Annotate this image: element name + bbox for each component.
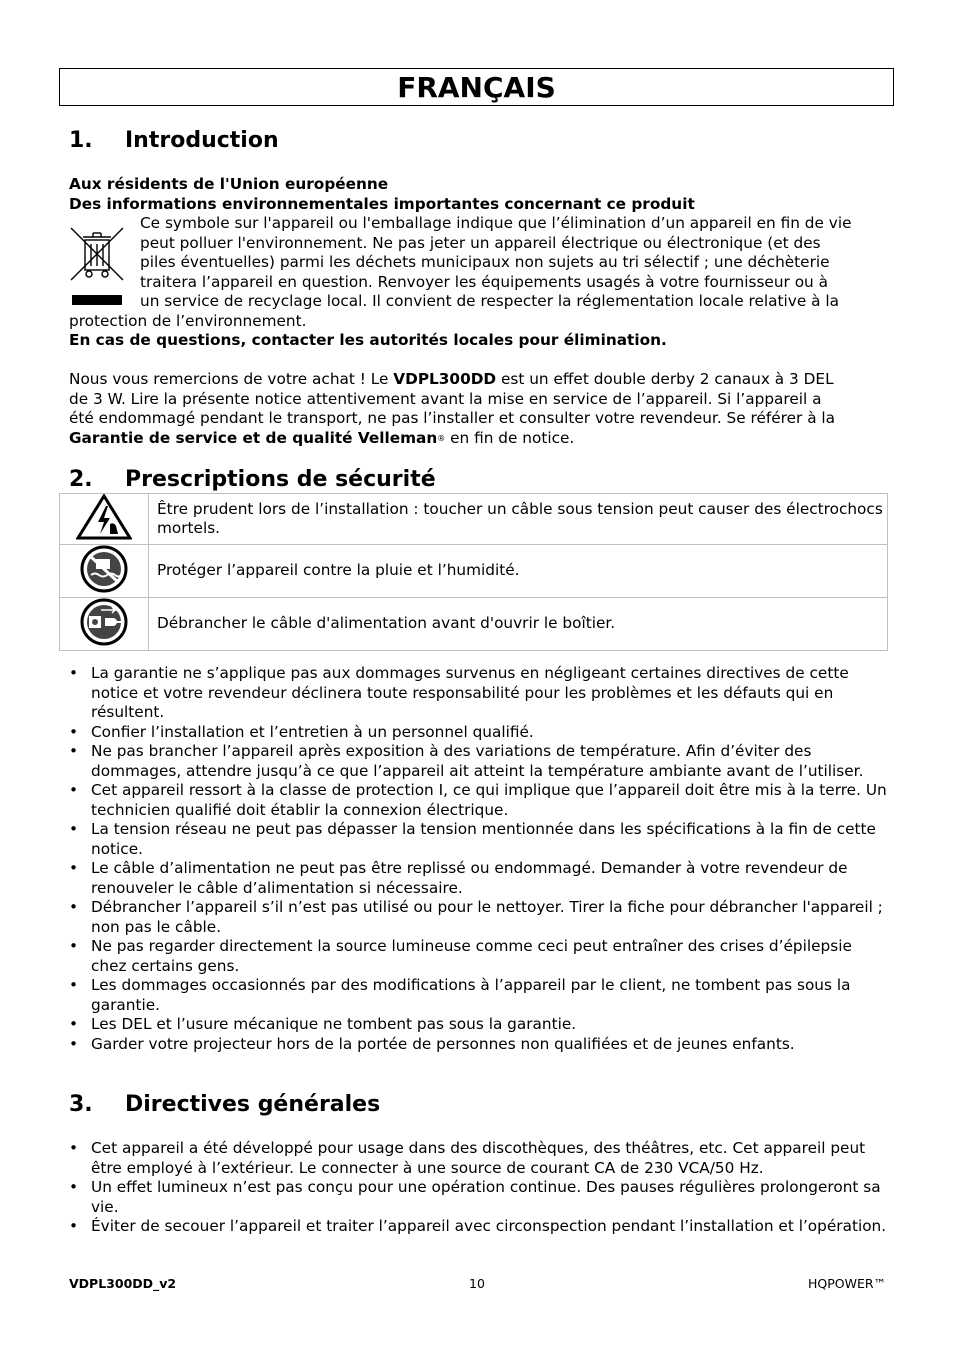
safety-text: Protéger l’appareil contre la pluie et l’humidité.: [149, 545, 888, 598]
list-item: • Garder votre projecteur hors de la portée de personnes non qualifiées et de jeunes enfants.: [69, 1035, 889, 1055]
language-header: FRANÇAIS: [59, 68, 894, 106]
safety-text: Débrancher le câble d'alimentation avant d'ouvrir le boîtier.: [149, 598, 888, 651]
weee-line: Ce symbole sur l'appareil ou l'emballage indique que l’élimination d’un appareil en fin de vie: [140, 214, 852, 232]
intro-paragraph-line: [69, 429, 574, 449]
section-title: Introduction: [125, 128, 279, 153]
list-item: • Les dommages occasionnés par des modifications à l’appareil par le client, ne tombent pas sous la garantie.: [69, 976, 889, 1015]
section-number: 2.: [69, 467, 93, 492]
list-item: • Cet appareil ressort à la classe de protection I, ce qui implique que l’appareil doit être mis à la terre. Un technicien qualifié doit établir la connexion électrique.: [69, 781, 889, 820]
list-item: • Éviter de secouer l’appareil et traiter l’appareil avec circonspection pendant l’installation et l’opération.: [69, 1217, 889, 1237]
footer-doc-id: VDPL300DD_v2: [69, 1276, 177, 1291]
general-bullet-list: [69, 1139, 889, 1237]
section-3-heading: [69, 1092, 380, 1117]
model-name: VDPL300DD: [393, 370, 497, 388]
crossed-bin-icon: [69, 224, 125, 308]
intro-paragraph-line: [69, 370, 834, 390]
section-number: 3.: [69, 1092, 93, 1117]
registered-mark: ®: [437, 433, 446, 443]
list-item: • Débrancher l’appareil s’il n’est pas utilisé ou pour le nettoyer. Tirer la fiche pour débrancher l'appareil ; non pas le câble.: [69, 898, 889, 937]
weee-line: protection de l’environnement.: [69, 311, 307, 330]
intro-paragraph-line: de 3 W. Lire la présente notice attentivement avant la mise en service de l’appareil. Si l’appareil a: [69, 389, 822, 408]
safety-icon-cell: [60, 598, 149, 651]
no-rain-moisture-icon: [79, 545, 129, 593]
weee-line: peut polluer l'environnement. Ne pas jeter un appareil électrique ou électronique (et des: [140, 233, 821, 252]
electric-shock-warning-icon: [76, 494, 132, 540]
section-number: 1.: [69, 128, 93, 153]
section-title: Prescriptions de sécurité: [125, 467, 436, 492]
list-item: • La garantie ne s’applique pas aux dommages survenus en négligeant certaines directives de cette notice et votre revendeur déclinera toute responsabilité pour les problèmes et les défauts qui en résultent.: [69, 664, 889, 723]
intro-text: est un effet double derby 2 canaux à 3 DEL: [496, 370, 834, 388]
warranty-reference: Garantie de service et de qualité Velleman: [69, 428, 438, 447]
safety-icon-cell: [60, 545, 149, 598]
safety-row: [60, 494, 888, 545]
weee-line: piles éventuelles) parmi les déchets municipaux non sujets au tri sélectif ; une déchèterie: [140, 253, 830, 271]
eu-residents-heading: Aux résidents de l'Union européenne: [69, 175, 389, 193]
section-2-heading: [69, 467, 436, 492]
list-item: • Les DEL et l’usure mécanique ne tombent pas sous la garantie.: [69, 1015, 889, 1035]
list-item: • Le câble d’alimentation ne peut pas être replissé ou endommagé. Demander à votre revendeur de renouveler le câble d’alimentation si nécessaire.: [69, 859, 889, 898]
footer-brand: HQPOWER™: [808, 1276, 887, 1291]
list-item: • Ne pas brancher l’appareil après exposition à des variations de température. Afin d’éviter des dommages, attendre jusqu’à ce que l’appareil ait atteint la température ambiante avant de l’utiliser.: [69, 742, 889, 781]
section-title: Directives générales: [125, 1092, 381, 1117]
safety-row: [60, 545, 888, 598]
safety-table: [59, 493, 888, 651]
intro-text: en fin de notice.: [445, 428, 575, 447]
safety-text: Être prudent lors de l’installation : toucher un câble sous tension peut causer des électrochocs mortels.: [149, 494, 888, 545]
list-item: • Un effet lumineux n’est pas conçu pour une opération continue. Des pauses régulières prolongeront sa vie.: [69, 1178, 889, 1217]
footer-page-number: 10: [469, 1276, 485, 1291]
weee-line: traitera l’appareil en question. Renvoyer les équipements usagés à votre fournisseur ou à: [140, 272, 828, 291]
list-item: • La tension réseau ne peut pas dépasser la tension mentionnée dans les spécifications à la fin de cette notice.: [69, 820, 889, 859]
weee-line: un service de recyclage local. Il convient de respecter la réglementation locale relative à la: [140, 292, 839, 310]
intro-paragraph-line: été endommagé pendant le transport, ne pas l’installer et consulter votre revendeur. Se référer à la: [69, 409, 836, 427]
intro-text: Nous vous remercions de votre achat ! Le: [69, 370, 394, 388]
env-info-heading: Des informations environnementales importantes concernant ce produit: [69, 195, 695, 213]
safety-bullet-list: [69, 664, 889, 1054]
safety-row: [60, 598, 888, 651]
list-item: • Ne pas regarder directement la source lumineuse comme ceci peut entraîner des crises d’épilepsie chez certains gens.: [69, 937, 889, 976]
questions-note: En cas de questions, contacter les autorités locales pour élimination.: [69, 331, 667, 349]
unplug-power-icon: [79, 598, 129, 646]
list-item: • Confier l’installation et l’entretien à un personnel qualifié.: [69, 723, 889, 743]
safety-icon-cell: [60, 494, 149, 545]
list-item: • Cet appareil a été développé pour usage dans des discothèques, des théâtres, etc. Cet appareil peut être employé à l’extérieur. Le connecter à une source de courant CA de 230 VCA/50 Hz.: [69, 1139, 889, 1178]
section-1-heading: [69, 128, 279, 153]
